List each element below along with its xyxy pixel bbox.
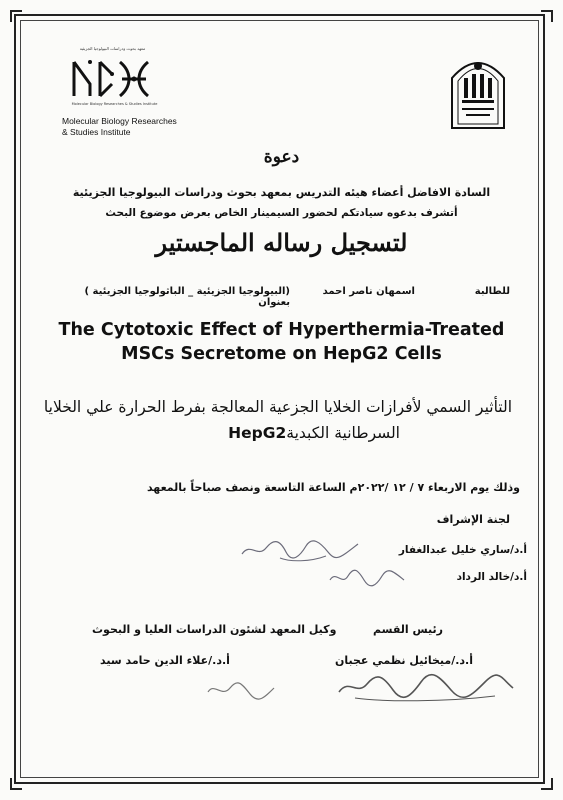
date-line: وذلك يوم الاربعاء ٧ / ١٢ /٢٠٢٢م الساعة التاسعة ونصف صباحاً بالمعهد	[146, 481, 520, 494]
signature-supervisor-2	[328, 566, 406, 590]
university-emblem	[446, 50, 510, 130]
thesis-title-ar-line2-bold: HepG2	[228, 424, 287, 442]
vice-dean-name: أ.د./علاء الدين حامد سيد	[100, 654, 230, 667]
border-corner	[10, 778, 22, 790]
institute-name-line1: Molecular Biology Researches	[62, 116, 177, 126]
thesis-title-en-line2: MSCs Secretome on HepG2 Cells	[121, 344, 442, 364]
student-department: (البيولوجيا الجزيئية _ الباثولوجيا الجزيئية ) بعنوان	[84, 286, 290, 308]
signature-supervisor-1	[240, 536, 360, 564]
head-of-department-title: رئيس القسم	[373, 623, 443, 636]
logo-english-text: Molecular Biology Researches & Studies Institute	[71, 102, 158, 106]
signature-head-of-department	[335, 672, 515, 702]
institute-name	[62, 116, 212, 138]
head-of-department-name: أ.د./ميخائيل نظمي عجبان	[334, 654, 473, 667]
student-name: اسمهان ناصر احمد	[322, 286, 415, 297]
border-corner	[541, 10, 553, 22]
thesis-title-ar-line2	[20, 424, 400, 442]
thesis-title-ar-line2-prefix: السرطانية الكبدية	[286, 424, 400, 442]
vice-dean-title: وكيل المعهد لشئون الدراسات العليا و البحوث	[92, 623, 337, 636]
institute-name-line2: & Studies Institute	[62, 127, 131, 137]
thesis-title-en-line1: The Cytotoxic Effect of Hyperthermia-Treated	[58, 320, 505, 340]
committee-label: لجنة الإشراف	[436, 513, 510, 526]
border-corner	[541, 778, 553, 790]
supervisor-1: أ.د/ساري خليل عبدالغفار	[398, 544, 527, 556]
logo-arabic-text: معهد بحوث ودراسات البيولوجيا الجزيئية	[79, 46, 146, 51]
invitation-line-1: السادة الافاضل أعضاء هيئه التدريس بمعهد بحوث ودراسات البيولوجيا الجزيئية	[72, 186, 491, 199]
thesis-title-ar-line1: التأثير السمي لأفرازات الخلايا الجزعية المعالجة بفرط الحرارة علي الخلايا	[43, 398, 512, 416]
page-title: دعوة	[263, 147, 300, 167]
signature-vice-dean	[206, 680, 276, 702]
purpose-heading: لتسجيل رساله الماجستير	[155, 228, 408, 257]
border-corner	[10, 10, 22, 22]
invitation-line-2: أتشرف بدعوه سيادتكم لحضور السيمينار الخاص بعرض موضوع البحث	[105, 207, 458, 219]
supervisor-2: أ.د/خالد الرداد	[456, 571, 527, 583]
thesis-title-english	[0, 318, 563, 366]
student-label: للطالبة	[474, 286, 510, 297]
